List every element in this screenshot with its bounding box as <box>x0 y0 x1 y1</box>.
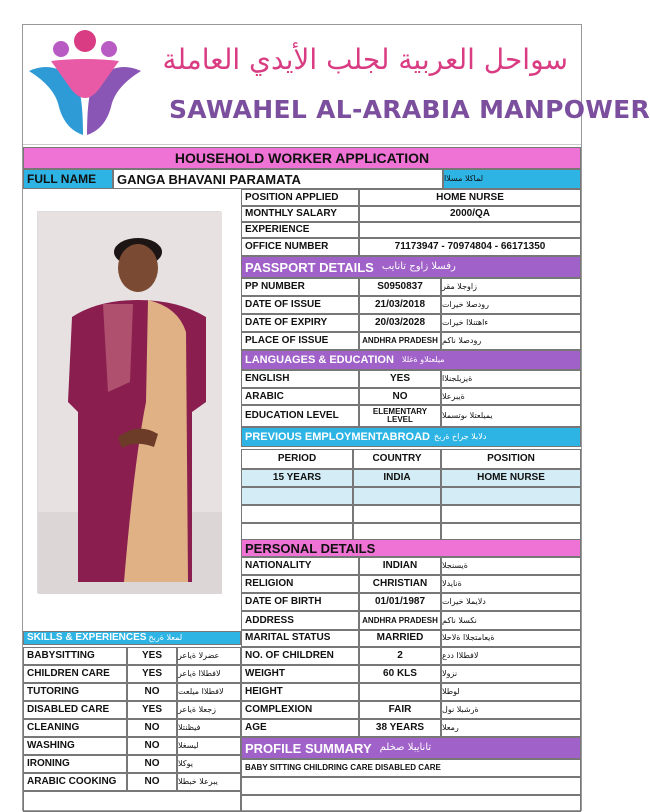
skill-ironing-label: IRONING <box>23 755 127 773</box>
company-header <box>23 25 650 145</box>
applicant-figure-image <box>38 212 222 594</box>
height-arabic: لوطلا <box>441 683 581 701</box>
place-of-issue-value: ANDHRA PRADESH <box>359 332 441 350</box>
skill-tutoring-value: NO <box>127 683 177 701</box>
application-form <box>22 24 650 811</box>
monthly-salary-value: 2000/QA <box>359 206 581 222</box>
expiry-date-arabic: ءاهتنلاا خيرات <box>441 314 581 332</box>
issue-date-value: 21/03/2018 <box>359 296 441 314</box>
skill-disabled-care-label: DISABLED CARE <box>23 701 127 719</box>
employment-row-position: HOME NURSE <box>441 469 581 487</box>
date-of-birth-arabic: دلايملا خيرات <box>441 593 581 611</box>
skill-washing-value: NO <box>127 737 177 755</box>
skill-babysitting-arabic: عضرلا ةياعر <box>177 647 241 665</box>
profile-summary-heading <box>241 737 581 759</box>
employment-row-country <box>353 505 441 523</box>
pp-number-value: S0950837 <box>359 278 441 296</box>
religion-value: CHRISTIAN <box>359 575 441 593</box>
employment-row-country <box>353 487 441 505</box>
education-level-label: EDUCATION LEVEL <box>241 405 359 427</box>
full-name-label-arabic: لماكلا مسلاا <box>443 169 581 189</box>
employment-row-period <box>241 487 353 505</box>
marital-status-arabic: ةيعامتجلاا ةلاحلا <box>441 629 581 647</box>
arabic-label: ARABIC <box>241 388 359 405</box>
address-value: ANDHRA PRADESH <box>359 611 441 631</box>
profile-heading-arabic: تانايبلا صخلم <box>379 742 432 753</box>
nationality-arabic: ةيسنجلا <box>441 557 581 575</box>
expiry-date-label: DATE OF EXPIRY <box>241 314 359 332</box>
employment-row-position <box>441 487 581 505</box>
company-name-english: SAWAHEL AL-ARABIA MANPOWER <box>169 95 650 124</box>
english-label: ENGLISH <box>241 370 359 388</box>
complexion-label: COMPLEXION <box>241 701 359 719</box>
age-value: 38 YEARS <box>359 719 441 737</box>
english-value: YES <box>359 370 441 388</box>
arabic-arabic: ةيبرعلا <box>441 388 581 405</box>
employment-row-position <box>441 505 581 523</box>
monthly-salary-label: MONTHLY SALARY <box>241 206 359 222</box>
applicant-photo <box>37 211 221 593</box>
employment-col-period: PERIOD <box>241 449 353 469</box>
full-name-label: FULL NAME <box>23 169 113 189</box>
position-applied-label: POSITION APPLIED <box>241 189 359 206</box>
issue-date-arabic: رودصلا خيرات <box>441 296 581 314</box>
religion-arabic: ةنايدلا <box>441 575 581 593</box>
skill-cleaning-value: NO <box>127 719 177 737</box>
languages-heading-text: LANGUAGES & EDUCATION <box>245 353 394 366</box>
skills-experiences-heading <box>23 631 241 645</box>
skill-babysitting-label: BABYSITTING <box>23 647 127 665</box>
skill-arabic-cooking-value: NO <box>127 773 177 791</box>
profile-summary-text: BABY SITTING CHILDRING CARE DISABLED CARE <box>241 759 581 777</box>
complexion-value: FAIR <box>359 701 441 719</box>
skills-empty-row <box>23 791 241 812</box>
languages-education-heading <box>241 350 581 370</box>
personal-details-heading: PERSONAL DETAILS <box>241 539 581 557</box>
place-of-issue-label: PLACE OF ISSUE <box>241 332 359 350</box>
education-level-arabic: يميلعتلا ىوتسملا <box>441 405 581 427</box>
experience-value <box>359 222 581 238</box>
weight-label: WEIGHT <box>241 665 359 683</box>
skill-arabic-cooking-arabic: يبرعلا خبطلا <box>177 773 241 791</box>
position-applied-value: HOME NURSE <box>359 189 581 206</box>
languages-heading-arabic: ميلعتلاو ةغللا <box>401 355 445 364</box>
skill-tutoring-label: TUTORING <box>23 683 127 701</box>
previous-employment-heading <box>241 427 581 447</box>
weight-value: 60 KLS <box>359 665 441 683</box>
full-name-value: GANGA BHAVANI PARAMATA <box>113 169 443 189</box>
skill-ironing-value: NO <box>127 755 177 773</box>
company-name-arabic: سواحل العربية لجلب الأيدي العاملة <box>162 43 568 76</box>
office-number-label: OFFICE NUMBER <box>241 238 359 256</box>
skill-children-care-arabic: لافطلاا ةياعر <box>177 665 241 683</box>
english-arabic: ةيزيلجنلاا <box>441 370 581 388</box>
skill-babysitting-value: YES <box>127 647 177 665</box>
skill-disabled-care-arabic: زجعلا ةياعر <box>177 701 241 719</box>
passport-heading-text: PASSPORT DETAILS <box>245 259 374 275</box>
skill-children-care-value: YES <box>127 665 177 683</box>
pp-number-label: PP NUMBER <box>241 278 359 296</box>
passport-details-heading <box>241 256 581 278</box>
skill-arabic-cooking-label: ARABIC COOKING <box>23 773 127 791</box>
profile-heading-text: PROFILE SUMMARY <box>245 740 372 756</box>
marital-status-label: MARITAL STATUS <box>241 629 359 647</box>
address-arabic: نكسلا ناكم <box>441 611 581 631</box>
marital-status-value: MARRIED <box>359 629 441 647</box>
employment-col-country: COUNTRY <box>353 449 441 469</box>
profile-summary-blank-row <box>241 795 581 812</box>
weight-arabic: نزولا <box>441 665 581 683</box>
skill-ironing-arabic: يوكلا <box>177 755 241 773</box>
religion-label: RELIGION <box>241 575 359 593</box>
children-label: NO. OF CHILDREN <box>241 647 359 665</box>
date-of-birth-label: DATE OF BIRTH <box>241 593 359 611</box>
address-label: ADDRESS <box>241 611 359 631</box>
pp-number-arabic: زاوجلا مقر <box>441 278 581 296</box>
height-value <box>359 683 441 701</box>
employment-col-position: POSITION <box>441 449 581 469</box>
issue-date-label: DATE OF ISSUE <box>241 296 359 314</box>
experience-label: EXPERIENCE <box>241 222 359 238</box>
skills-heading-arabic: لمعلا ةربخ <box>148 633 183 642</box>
arabic-value: NO <box>359 388 441 405</box>
form-title: HOUSEHOLD WORKER APPLICATION <box>23 147 581 169</box>
passport-heading-arabic: رفسلا زاوج تانايب <box>381 261 456 272</box>
education-level-value: ELEMENTARY LEVEL <box>359 405 441 427</box>
skill-cleaning-label: CLEANING <box>23 719 127 737</box>
age-label: AGE <box>241 719 359 737</box>
nationality-label: NATIONALITY <box>241 557 359 575</box>
office-number-value: 71173947 - 70974804 - 66171350 <box>359 238 581 256</box>
people-logo-icon <box>25 27 145 142</box>
expiry-date-value: 20/03/2028 <box>359 314 441 332</box>
skill-washing-arabic: ليسغلا <box>177 737 241 755</box>
profile-summary-blank-row <box>241 777 581 795</box>
place-of-issue-arabic: رودصلا ناكم <box>441 332 581 350</box>
skill-cleaning-arabic: فيظنتلا <box>177 719 241 737</box>
skill-washing-label: WASHING <box>23 737 127 755</box>
skill-children-care-label: CHILDREN CARE <box>23 665 127 683</box>
age-arabic: رمعلا <box>441 719 581 737</box>
employment-heading-text: PREVIOUS EMPLOYMENTABROAD <box>245 430 430 443</box>
employment-row-period: 15 YEARS <box>241 469 353 487</box>
children-value: 2 <box>359 647 441 665</box>
children-arabic: لافطلاا ددع <box>441 647 581 665</box>
nationality-value: INDIAN <box>359 557 441 575</box>
employment-row-period <box>241 505 353 523</box>
skill-disabled-care-value: YES <box>127 701 177 719</box>
complexion-arabic: ةرشبلا نول <box>441 701 581 719</box>
height-label: HEIGHT <box>241 683 359 701</box>
skills-heading-text: SKILLS & EXPERIENCES <box>27 632 147 643</box>
employment-heading-arabic: دلابلا جراخ ةربخ <box>433 432 487 441</box>
skill-tutoring-arabic: لافطلاا ميلعت <box>177 683 241 701</box>
employment-row-country: INDIA <box>353 469 441 487</box>
date-of-birth-value: 01/01/1987 <box>359 593 441 611</box>
